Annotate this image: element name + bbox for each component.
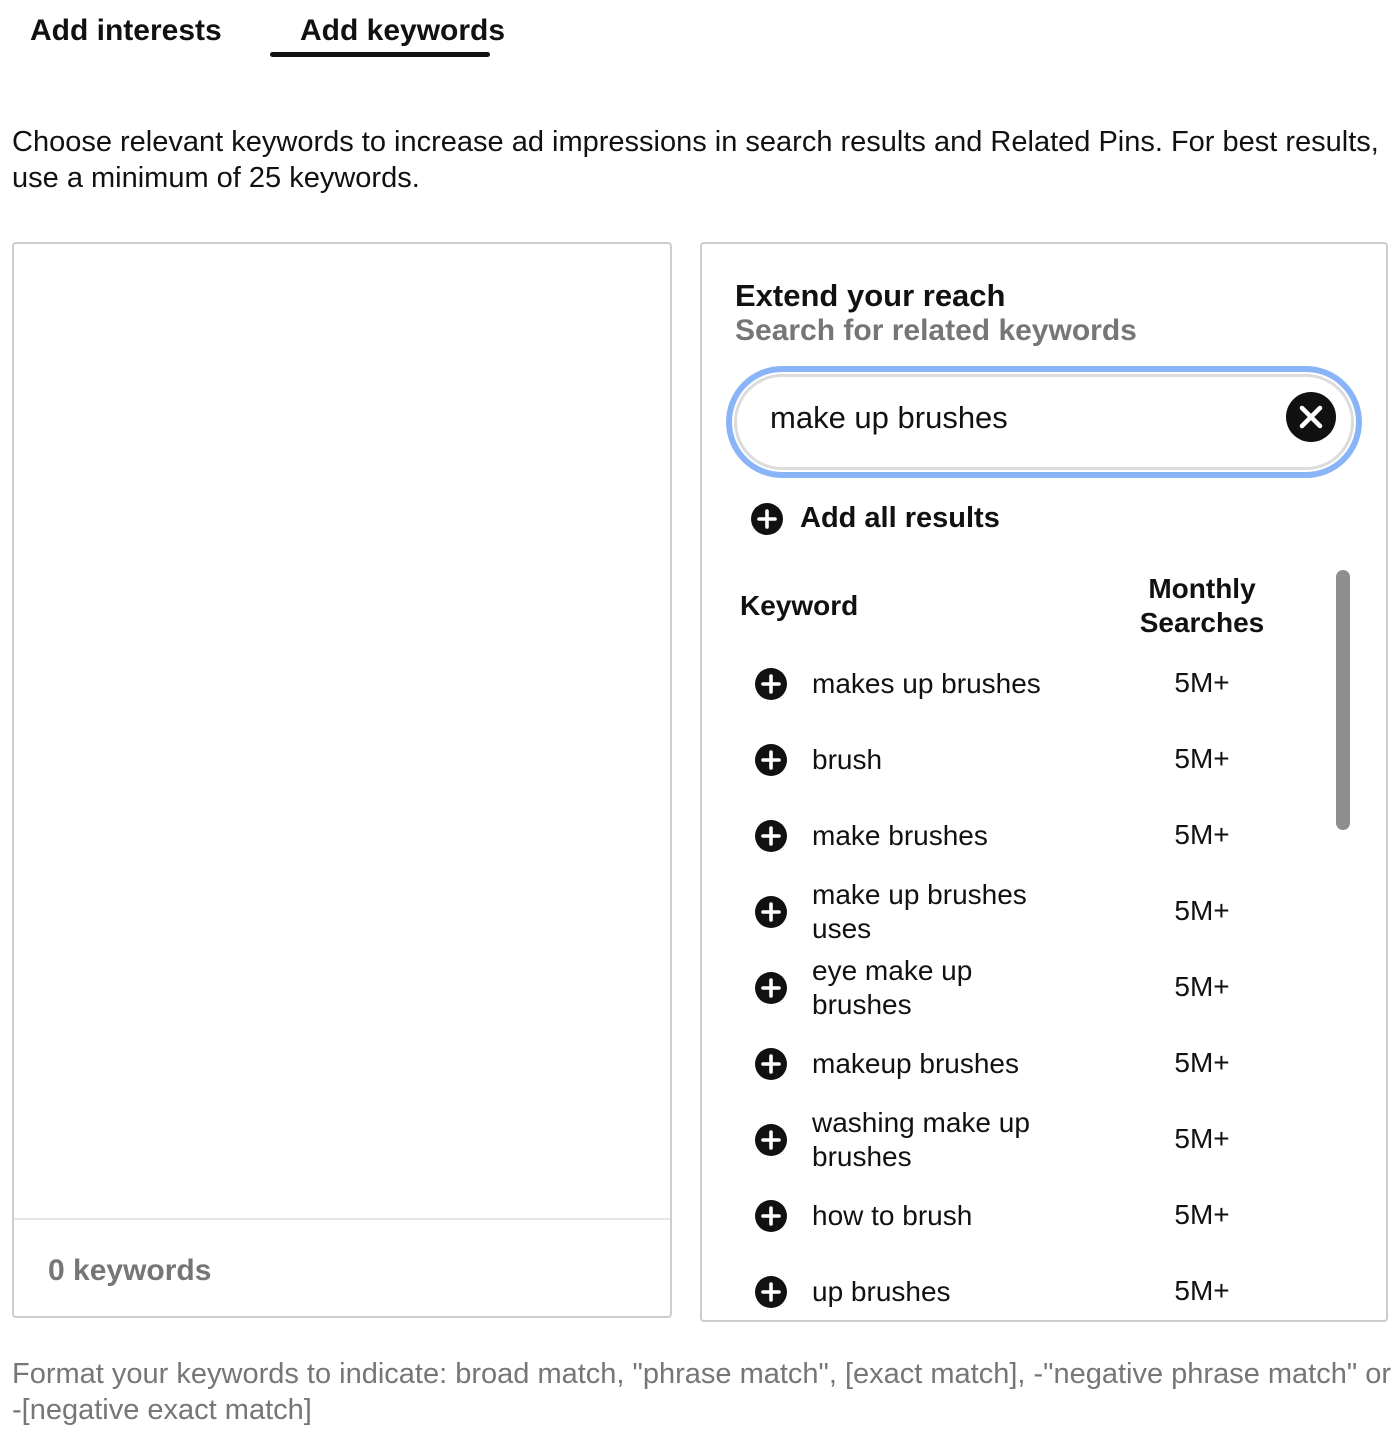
add-keyword-icon[interactable] — [754, 971, 788, 1005]
add-keyword-icon[interactable] — [754, 1047, 788, 1081]
results-scrollbar[interactable] — [1336, 570, 1350, 830]
active-tab-indicator — [270, 52, 490, 57]
add-keyword-icon[interactable] — [754, 1199, 788, 1233]
table-row — [702, 722, 1322, 798]
keyword-text: makes up brushes — [812, 668, 1041, 699]
monthly-searches-value: 5M+ — [1174, 1199, 1230, 1230]
add-all-results-label: Add all results — [800, 502, 1000, 534]
add-keyword-icon[interactable] — [754, 1275, 788, 1309]
table-row — [702, 1178, 1322, 1254]
keyword-search-input[interactable] — [768, 394, 1232, 442]
panel-subtitle: Search for related keywords — [735, 314, 1137, 347]
add-keyword-icon[interactable] — [754, 895, 788, 929]
monthly-searches-value: 5M+ — [1174, 971, 1230, 1002]
keyword-text: how to brush — [812, 1200, 973, 1231]
monthly-searches-value: 5M+ — [1174, 743, 1230, 774]
table-row — [702, 874, 1322, 950]
monthly-searches-value: 5M+ — [1174, 667, 1230, 698]
extend-reach-panel — [700, 242, 1388, 1322]
format-help-text: Format your keywords to indicate: broad match, "phrase match", [exact match], -"negative phrase match" or -[negative exact match] — [12, 1358, 1392, 1426]
monthly-searches-value: 5M+ — [1174, 1275, 1230, 1306]
intro-text: Choose relevant keywords to increase ad impressions in search results and Related Pins. For best results, use a minimum of 25 keywords. — [12, 126, 1379, 194]
add-keyword-icon[interactable] — [754, 743, 788, 777]
monthly-searches-value: 5M+ — [1174, 1047, 1230, 1078]
close-icon — [1286, 392, 1336, 442]
clear-search-button[interactable] — [1286, 392, 1336, 442]
keyword-text: make brushes — [812, 820, 988, 851]
keyword-text: eye make up brushes — [812, 955, 973, 1020]
table-row — [702, 1026, 1322, 1102]
table-row — [702, 798, 1322, 874]
table-row — [702, 1102, 1322, 1178]
monthly-searches-value: 5M+ — [1174, 895, 1230, 926]
keyword-text: up brushes — [812, 1276, 951, 1307]
search-field — [726, 366, 1362, 478]
keyword-count: 0 keywords — [48, 1254, 212, 1287]
column-header-keyword: Keyword — [740, 590, 859, 621]
add-keyword-icon[interactable] — [754, 667, 788, 701]
table-row — [702, 646, 1322, 722]
tab-add-keywords[interactable]: Add keywords — [300, 14, 506, 47]
plus-circle-icon — [750, 502, 784, 536]
selected-keywords-panel — [12, 242, 672, 1318]
add-keyword-icon[interactable] — [754, 1123, 788, 1157]
monthly-searches-value: 5M+ — [1174, 1123, 1230, 1154]
keyword-text: make up brushes uses — [812, 879, 1027, 944]
panel-title: Extend your reach — [735, 278, 1006, 313]
table-row — [702, 1254, 1322, 1322]
panel-divider — [14, 1218, 670, 1220]
monthly-searches-value: 5M+ — [1174, 819, 1230, 850]
add-keyword-icon[interactable] — [754, 819, 788, 853]
column-header-monthly-searches: Monthly Searches — [1139, 573, 1265, 638]
keyword-text: washing make up brushes — [812, 1107, 1030, 1172]
table-row — [702, 950, 1322, 1026]
keyword-text: brush — [812, 744, 883, 775]
tab-add-interests[interactable]: Add interests — [30, 14, 222, 47]
keyword-text: makeup brushes — [812, 1048, 1020, 1079]
